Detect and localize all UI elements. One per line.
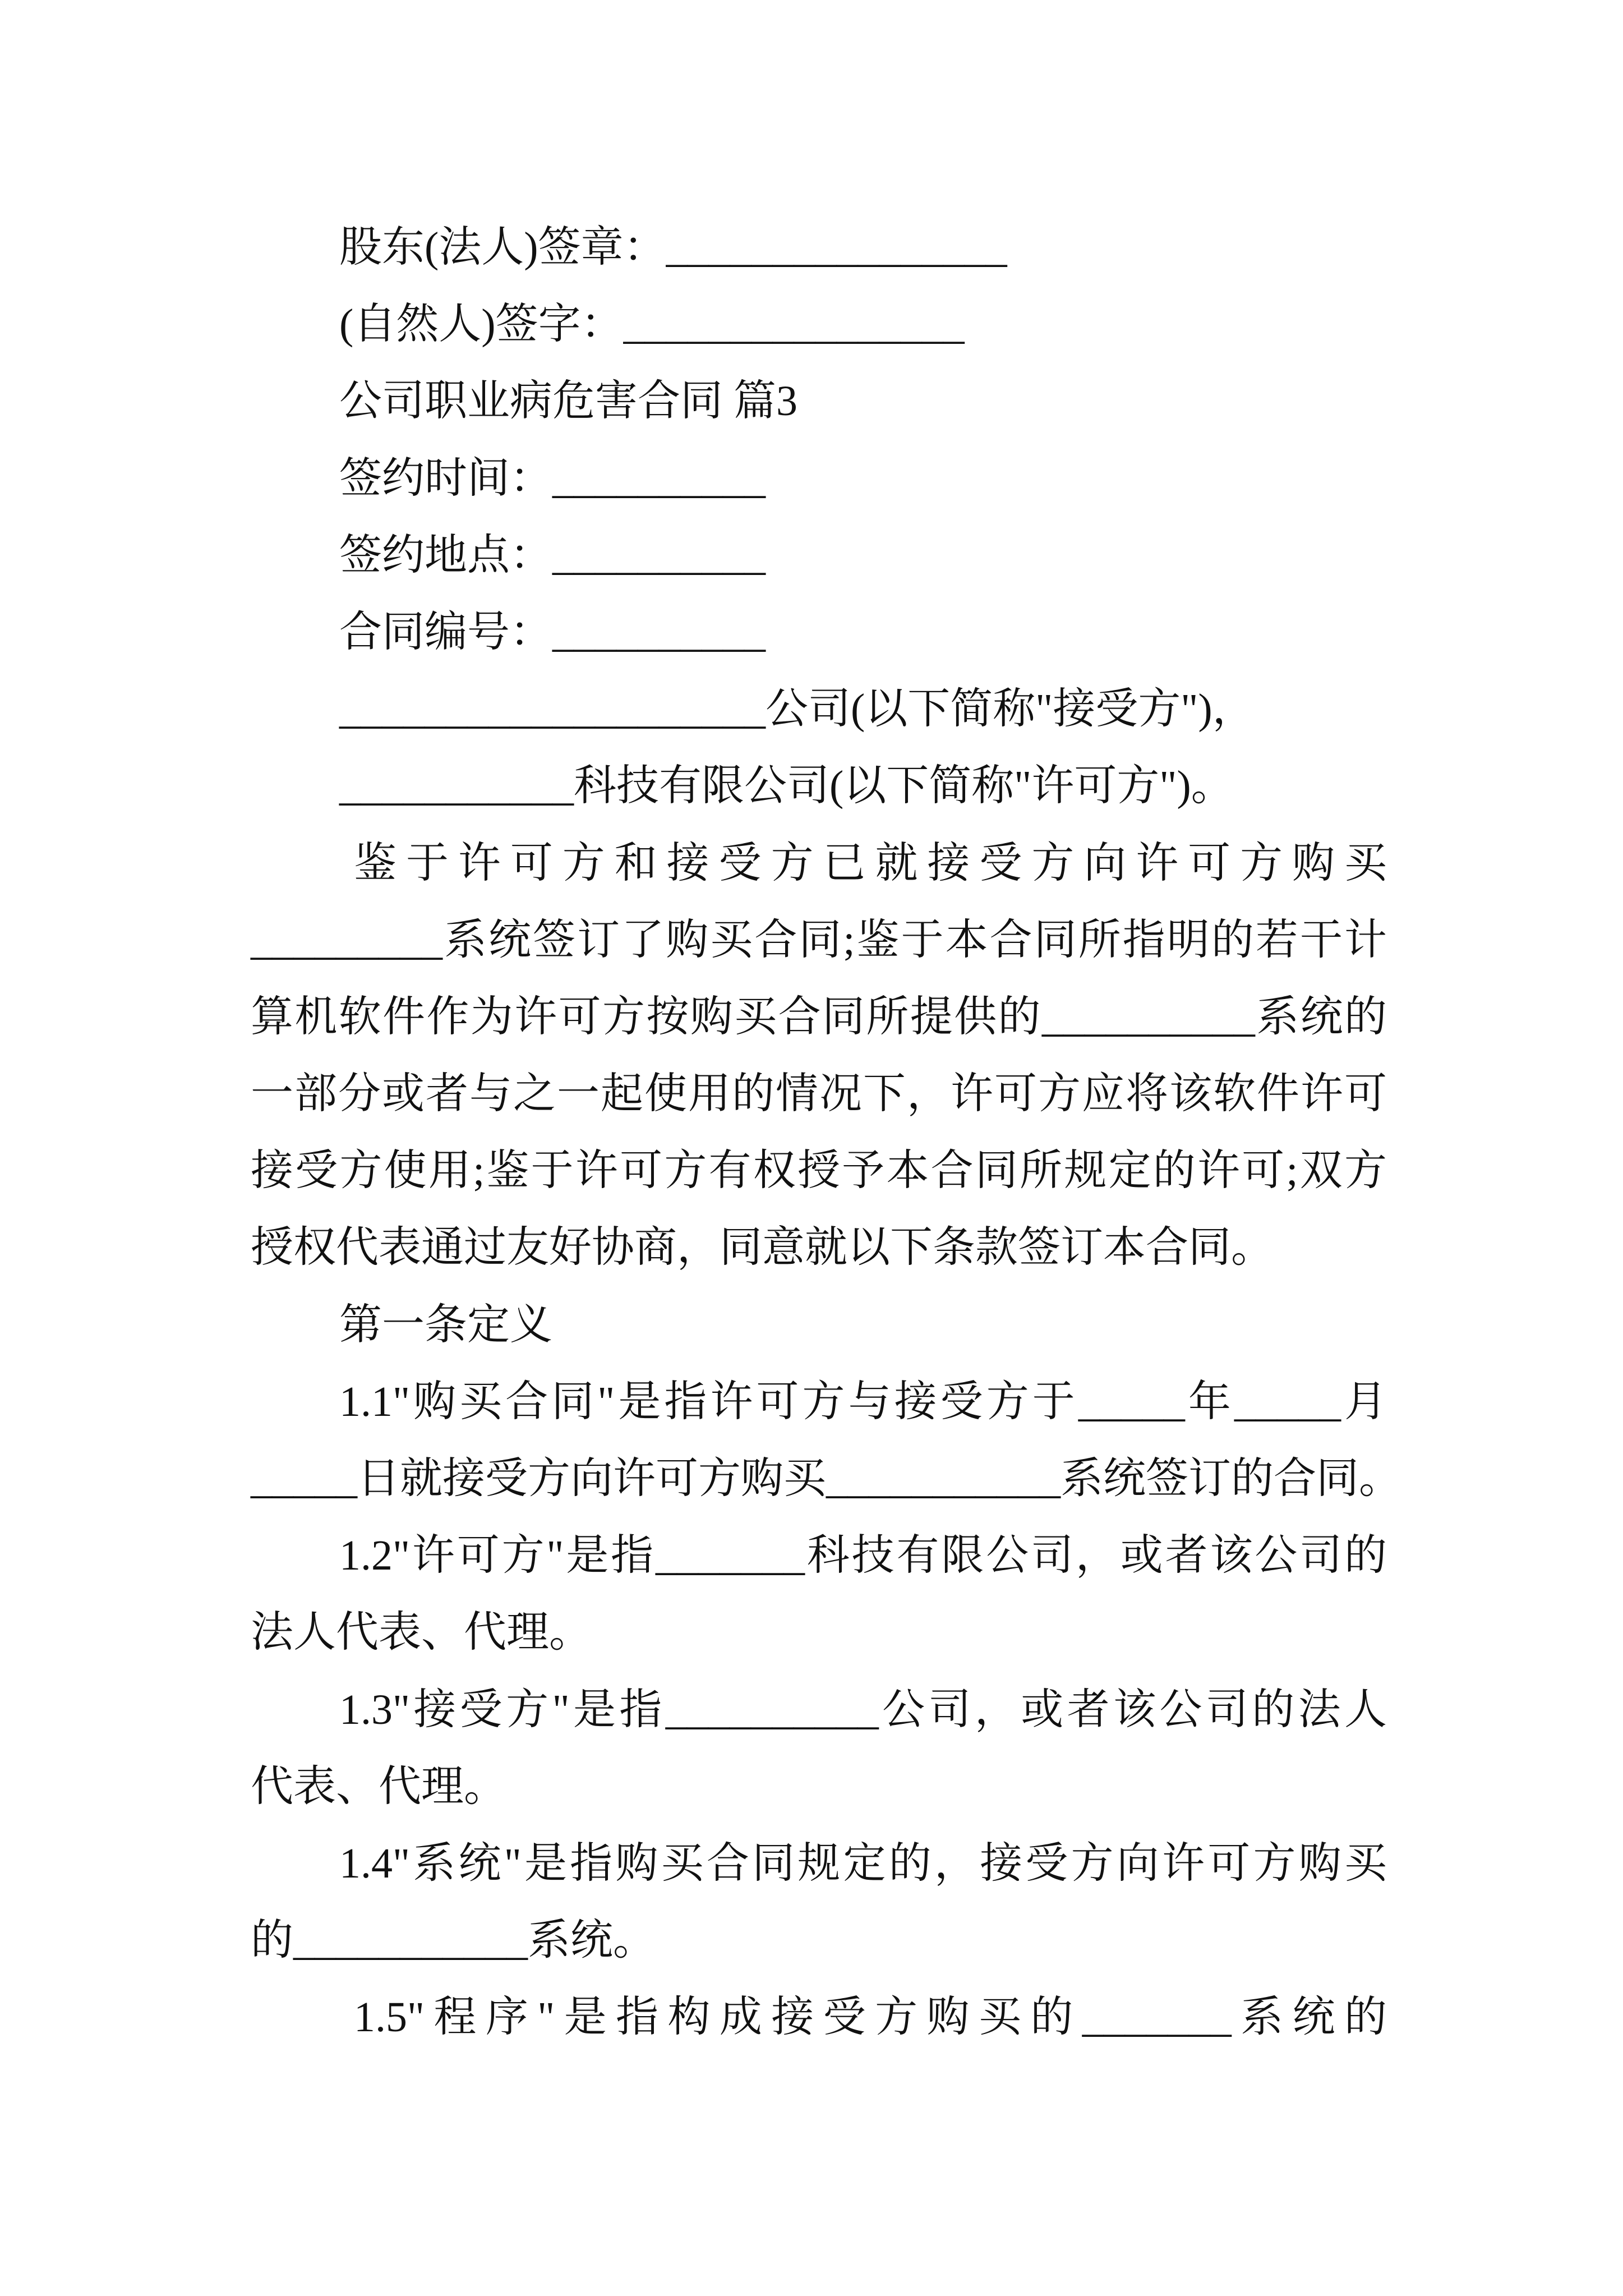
article-1-heading: 第一条定义 [339, 1301, 552, 1349]
clause-1-4-line: 1.4"系统"是指购买合同规定的，接受方向许可方购买 [339, 1839, 1387, 1887]
clause-1-1-line: _____日就接受方向许可方购买___________系统签订的合同。 [251, 1455, 1401, 1502]
sign-time-line: 签约时间：__________ [339, 454, 766, 502]
natural-person-signature-line: (自然人)签字：________________ [339, 301, 965, 348]
preamble-line: 一部分或者与之一起使用的情况下，许可方应将该软件许可 [251, 1070, 1387, 1118]
clause-1-4-line: 的___________系统。 [251, 1917, 656, 1964]
clause-1-3-line: 代表、代理。 [251, 1763, 506, 1810]
preamble-line: 授权代表通过友好协商，同意就以下条款签订本合同。 [251, 1224, 1274, 1272]
clause-1-5-line: 1.5"程序"是指构成接受方购买的_______系统的 [354, 1994, 1387, 2041]
preamble-line: 接受方使用;鉴于许可方有权授予本合同所规定的许可;双方 [251, 1147, 1387, 1195]
clause-1-1-line: 1.1"购买合同"是指许可方与接受方于_____年_____月 [339, 1378, 1387, 1425]
shareholder-seal-line: 股东(法人)签章：________________ [339, 224, 1007, 271]
clause-1-3-line: 1.3"接受方"是指__________公司，或者该公司的法人 [339, 1686, 1387, 1733]
preamble-line: _________系统签订了购买合同;鉴于本合同所指明的若干计 [251, 916, 1387, 964]
clause-1-2-line: 法人代表、代理。 [251, 1609, 592, 1657]
document-page [251, 209, 1401, 2056]
preamble-line: 鉴于许可方和接受方已就接受方向许可方购买 [354, 839, 1387, 887]
sign-place-line: 签约地点：__________ [339, 531, 766, 579]
preamble-line: 算机软件作为许可方按购买合同所提供的__________系统的 [251, 993, 1387, 1041]
contract-number-line: 合同编号：__________ [339, 608, 766, 656]
clause-1-2-line: 1.2"许可方"是指_______科技有限公司，或者该公司的 [339, 1532, 1387, 1580]
document-title: 公司职业病危害合同 篇3 [339, 378, 797, 425]
licensor-party-line: ___________科技有限公司(以下简称"许可方")。 [339, 762, 1234, 810]
licensee-party-line: ____________________公司(以下简称"接受方")， [339, 685, 1255, 733]
